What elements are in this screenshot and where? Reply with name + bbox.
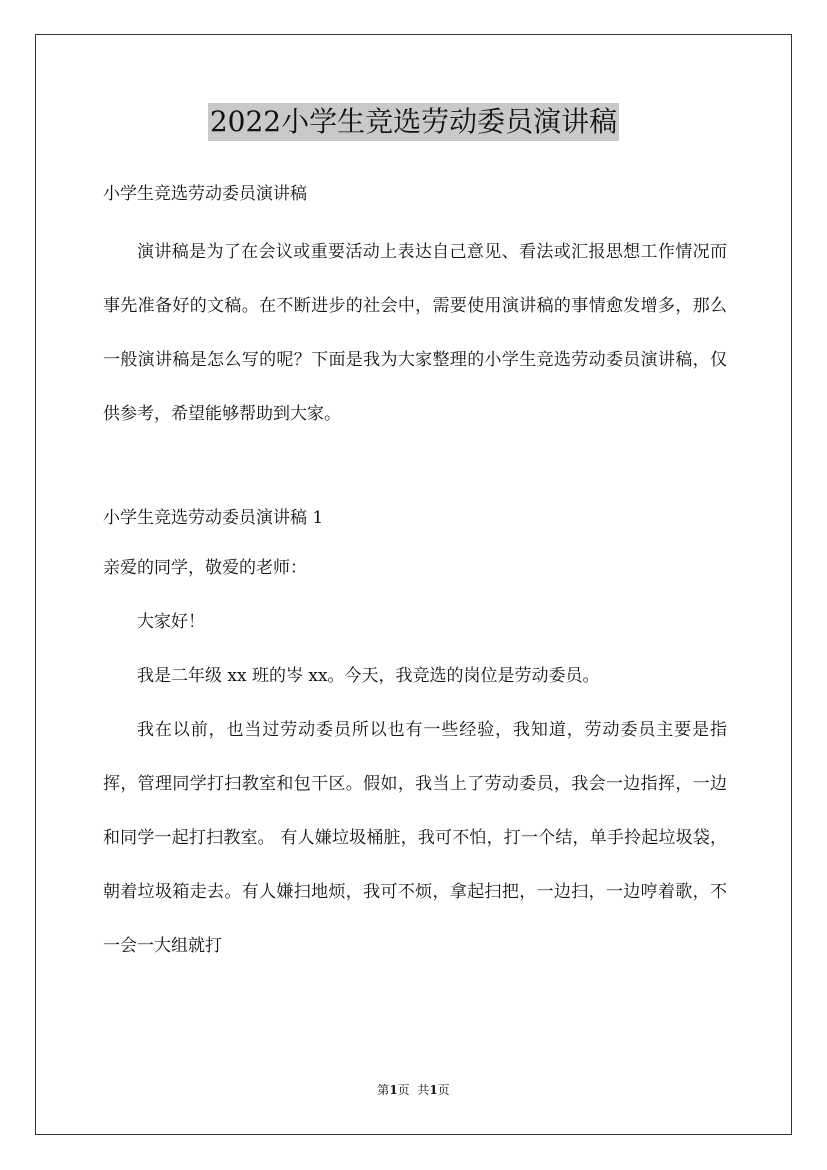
title-container <box>0 103 827 141</box>
footer-page-total: 1 <box>429 1083 438 1097</box>
footer-page-mid: 页 共 <box>397 1083 430 1097</box>
paragraph-1: 我是二年级 xx 班的岑 xx。今天，我竞选的岗位是劳动委员。 <box>137 666 600 686</box>
document-body <box>103 177 727 973</box>
paragraph-2: 我在以前，也当过劳动委员所以也有一些经验，我知道，劳动委员主要是指挥，管理同学打扫教室和包干区。假如，我当上了劳动委员，我会一边指挥，一边和同学一起打扫教室。 有人嫌垃圾桶脏，我可不怕，打一个结，单手拎起垃圾袋，朝着垃圾箱走去。有人嫌扫地烦，我可不烦，拿起扫把，一边扫，一边哼着歌，不一会一大组就打 <box>103 720 727 956</box>
footer-page-suffix: 页 <box>437 1083 450 1097</box>
page-footer <box>0 1082 827 1098</box>
document-subtitle: 小学生竞选劳动委员演讲稿 <box>103 184 307 204</box>
intro-paragraph: 演讲稿是为了在会议或重要活动上表达自己意见、看法或汇报思想工作情况而事先准备好的文稿。在不断进步的社会中，需要使用演讲稿的事情愈发增多，那么一般演讲稿是怎么写的呢？下面是我为大家整理的小学生竞选劳动委员演讲稿，仅供参考，希望能够帮助到大家。 <box>103 242 727 424</box>
footer-page-current: 1 <box>389 1083 398 1097</box>
footer-page-prefix: 第 <box>377 1083 390 1097</box>
document-title: 2022小学生竞选劳动委员演讲稿 <box>208 103 619 141</box>
section-heading: 小学生竞选劳动委员演讲稿 1 <box>103 508 324 528</box>
greeting: 大家好！ <box>137 612 205 632</box>
salutation: 亲爱的同学，敬爱的老师： <box>103 558 307 578</box>
